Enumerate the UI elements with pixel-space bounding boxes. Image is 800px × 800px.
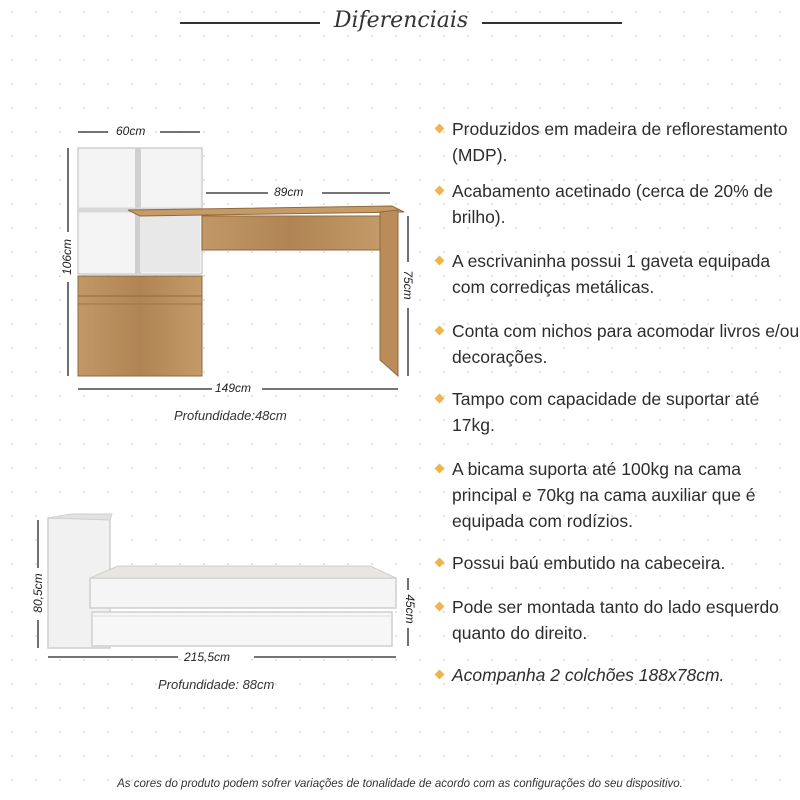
diamond-bullet-icon bbox=[435, 326, 445, 336]
section-title: Diferenciais bbox=[333, 8, 469, 33]
header-line-right bbox=[482, 22, 622, 24]
desk-total-width-label: 149cm bbox=[215, 381, 252, 395]
bed-drawing bbox=[38, 514, 408, 657]
diamond-bullet-icon bbox=[435, 394, 445, 404]
list-item: Acompanha 2 colchões 188x78cm. bbox=[436, 662, 800, 688]
product-drawings bbox=[0, 0, 430, 720]
bed-depth-note: Profundidade: 88cm bbox=[158, 677, 275, 692]
diamond-bullet-icon bbox=[435, 464, 445, 474]
list-item: Pode ser montada tanto do lado esquerdo quanto do direito. bbox=[436, 594, 800, 646]
diamond-bullet-icon bbox=[435, 186, 445, 196]
list-item: Possui baú embutido na cabeceira. bbox=[436, 550, 800, 576]
desk-depth-note: Profundidade:48cm bbox=[174, 408, 287, 423]
disclaimer-footer: As cores do produto podem sofrer variações de tonalidade de acordo com as configurações do seu dispositivo. bbox=[117, 778, 683, 790]
list-item: A bicama suporta até 100kg na cama principal e 70kg na cama auxiliar que é equipada com rodízios. bbox=[436, 456, 800, 534]
diamond-bullet-icon bbox=[435, 602, 445, 612]
desk-top-width-label: 60cm bbox=[116, 124, 146, 138]
diamond-bullet-icon bbox=[435, 670, 445, 680]
bed-height-label: 45cm bbox=[403, 594, 417, 624]
desk-height-label: 75cm bbox=[401, 270, 415, 300]
list-item: Tampo com capacidade de suportar até 17kg. bbox=[436, 386, 800, 438]
desk-drawing bbox=[68, 132, 408, 389]
bed-head-height-label: 80,5cm bbox=[31, 573, 45, 613]
list-item: Produzidos em madeira de reflorestamento (MDP). bbox=[436, 116, 800, 168]
desk-width-label: 89cm bbox=[274, 185, 304, 199]
diamond-bullet-icon bbox=[435, 256, 445, 266]
diamond-bullet-icon bbox=[435, 558, 445, 568]
list-item: A escrivaninha possui 1 gaveta equipada com corrediças metálicas. bbox=[436, 248, 800, 300]
diamond-bullet-icon bbox=[435, 124, 445, 134]
desk-total-height-label: 106cm bbox=[60, 238, 74, 276]
list-item: Conta com nichos para acomodar livros e/ou decorações. bbox=[436, 318, 800, 370]
bed-length-label: 215,5cm bbox=[184, 650, 231, 664]
list-item: Acabamento acetinado (cerca de 20% de brilho). bbox=[436, 178, 800, 230]
